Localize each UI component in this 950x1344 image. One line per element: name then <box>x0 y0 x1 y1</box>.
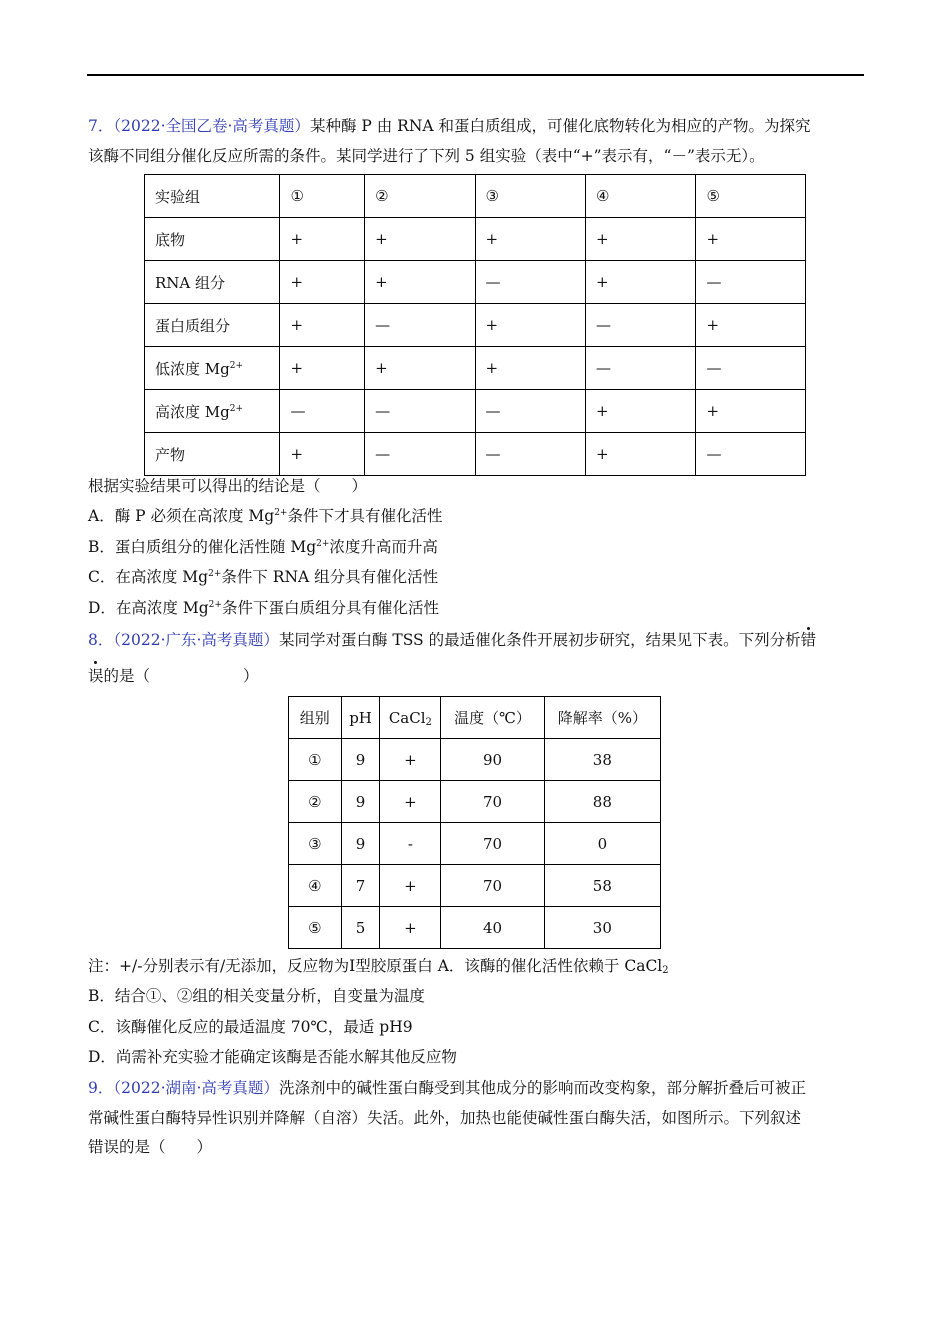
emphasis-char: 误 <box>88 667 104 685</box>
table-header-cell: ③ <box>475 175 585 218</box>
q9-stem-line1 <box>88 1076 806 1098</box>
table-row <box>145 304 806 347</box>
row-label: 产物 <box>145 433 280 476</box>
q9-number: 9． <box>88 1079 114 1097</box>
table-header-cell: pH <box>341 697 380 739</box>
table-cell: — <box>280 390 365 433</box>
option-text: 条件下蛋白质组分具有催化活性 <box>221 599 439 617</box>
table-cell: 9 <box>341 823 380 865</box>
table-cell: + <box>380 865 441 907</box>
row-label-text: 低浓度 Mg <box>155 359 230 378</box>
table-cell: + <box>365 218 475 261</box>
table-cell: 5 <box>341 907 380 949</box>
table-cell: ⑤ <box>289 907 342 949</box>
table-cell: 9 <box>341 781 380 823</box>
table-cell: 70 <box>441 781 544 823</box>
row-label: 底物 <box>145 218 280 261</box>
table-cell: — <box>365 433 475 476</box>
q7-experiment-table <box>144 174 806 476</box>
option-sup: 2+ <box>274 508 288 518</box>
q9-stem-line2: 常碱性蛋白酶特异性识别并降解（自溶）失活。此外，加热也能使碱性蛋白酶失活，如图所示。下列叙述 <box>88 1109 802 1127</box>
row-label: RNA 组分 <box>145 261 280 304</box>
table-cell: 58 <box>544 865 660 907</box>
table-cell: — <box>586 347 696 390</box>
q9-stem-text: 洗涤剂中的碱性蛋白酶受到其他成分的影响而改变构象，部分解折叠后可被正 <box>278 1079 806 1097</box>
emphasis-char: 错 <box>800 631 817 649</box>
table-row <box>145 390 806 433</box>
table-row <box>145 261 806 304</box>
table-cell: — <box>475 433 585 476</box>
option-sup: 2+ <box>208 600 222 610</box>
q8-option-b: B．结合①、②组的相关变量分析，自变量为温度 <box>88 987 425 1005</box>
option-text: D．在高浓度 Mg <box>88 599 209 617</box>
table-cell: + <box>280 304 365 347</box>
table-cell: + <box>696 390 806 433</box>
q8-source: （2022·广东·高考真题） <box>113 631 279 649</box>
table-header-cell: 实验组 <box>145 175 280 218</box>
q7-option-b <box>88 535 438 557</box>
table-row <box>289 865 661 907</box>
row-label <box>145 390 280 433</box>
row-label-text: 高浓度 Mg <box>155 402 230 421</box>
q8-note <box>88 954 669 976</box>
table-cell: + <box>586 218 696 261</box>
table-row <box>289 823 661 865</box>
table-header-row <box>289 697 661 739</box>
note-sub: 2 <box>662 965 669 976</box>
table-row <box>145 347 806 390</box>
table-cell: + <box>696 218 806 261</box>
cacl-sub: 2 <box>425 716 432 728</box>
table-cell: — <box>696 347 806 390</box>
table-cell: + <box>365 347 475 390</box>
table-cell: + <box>280 347 365 390</box>
q7-stem-line1 <box>88 114 811 136</box>
table-cell: + <box>475 304 585 347</box>
table-header-cell: 组别 <box>289 697 342 739</box>
q7-question: 根据实验结果可以得出的结论是（ ） <box>88 477 368 495</box>
table-cell: ② <box>289 781 342 823</box>
table-cell: ④ <box>289 865 342 907</box>
row-label-sup: 2+ <box>229 403 244 414</box>
q8-results-table <box>288 696 661 949</box>
table-cell: 7 <box>341 865 380 907</box>
option-text: 条件下才具有催化活性 <box>287 507 443 525</box>
table-header-row <box>145 175 806 218</box>
q7-option-d <box>88 596 439 618</box>
table-header-cell: ① <box>280 175 365 218</box>
q8-stem-line1 <box>88 628 816 650</box>
table-cell: + <box>380 781 441 823</box>
q9-source: （2022·湖南·高考真题） <box>113 1079 279 1097</box>
table-cell: + <box>586 261 696 304</box>
table-cell: — <box>475 390 585 433</box>
cacl-text: CaCl <box>388 708 426 727</box>
q8-stem-text: 某同学对蛋白酶 TSS 的最适催化条件开展初步研究，结果见下表。下列分析 <box>278 631 801 649</box>
table-cell: + <box>475 218 585 261</box>
q7-stem-text: 某种酶 P 由 RNA 和蛋白质组成，可催化底物转化为相应的产物。为探究 <box>309 117 811 135</box>
table-header-cell: ⑤ <box>696 175 806 218</box>
table-cell: — <box>586 304 696 347</box>
table-cell: + <box>280 261 365 304</box>
table-cell: + <box>475 347 585 390</box>
table-cell: 88 <box>544 781 660 823</box>
row-label: 蛋白质组分 <box>145 304 280 347</box>
table-cell: ① <box>289 739 342 781</box>
table-row <box>145 433 806 476</box>
header-rule <box>87 74 864 76</box>
table-cell: — <box>365 304 475 347</box>
option-text: C．在高浓度 Mg <box>88 568 209 586</box>
table-cell: — <box>696 433 806 476</box>
q9-stem-line3: 错误的是（ ） <box>88 1138 213 1156</box>
table-header-cell <box>380 697 441 739</box>
q8-stem-end: 的是（ ） <box>103 667 259 685</box>
table-cell: 9 <box>341 739 380 781</box>
table-cell: + <box>280 218 365 261</box>
table-header-cell: 温度（℃） <box>441 697 544 739</box>
option-text: 条件下 RNA 组分具有催化活性 <box>221 568 439 586</box>
q7-option-c <box>88 565 438 587</box>
option-sup: 2+ <box>208 569 222 579</box>
note-text: 注：+/-分别表示有/无添加，反应物为Ⅰ型胶原蛋白 A．该酶的催化活性依赖于 CaCl <box>88 957 663 975</box>
table-row <box>145 218 806 261</box>
table-cell: 70 <box>441 823 544 865</box>
table-row <box>289 781 661 823</box>
table-cell: — <box>365 390 475 433</box>
option-text: B．蛋白质组分的催化活性随 Mg <box>88 538 317 556</box>
row-label-sup: 2+ <box>229 360 244 371</box>
table-cell: — <box>475 261 585 304</box>
table-row <box>289 739 661 781</box>
q8-option-c: C．该酶催化反应的最适温度 70℃，最适 pH9 <box>88 1018 413 1036</box>
q7-number: 7． <box>88 117 114 135</box>
table-cell: + <box>696 304 806 347</box>
table-cell: 90 <box>441 739 544 781</box>
table-cell: — <box>696 261 806 304</box>
table-cell: + <box>380 739 441 781</box>
q8-number: 8． <box>88 631 114 649</box>
table-cell: 70 <box>441 865 544 907</box>
table-cell: 38 <box>544 739 660 781</box>
table-cell: + <box>380 907 441 949</box>
q7-stem-line2: 该酶不同组分催化反应所需的条件。某同学进行了下列 5 组实验（表中“+”表示有，“－”表示无）。 <box>88 147 765 165</box>
table-cell: 40 <box>441 907 544 949</box>
option-text: 浓度升高而升高 <box>329 538 438 556</box>
option-text: A．酶 P 必须在高浓度 Mg <box>88 507 275 525</box>
option-sup: 2+ <box>316 539 330 549</box>
table-cell: ③ <box>289 823 342 865</box>
table-cell: + <box>586 433 696 476</box>
q8-stem-line2 <box>88 664 259 686</box>
q8-option-d: D．尚需补充实验才能确定该酶是否能水解其他反应物 <box>88 1048 457 1066</box>
q7-option-a <box>88 504 443 526</box>
table-cell: 0 <box>544 823 660 865</box>
table-header-cell: 降解率（%） <box>544 697 660 739</box>
table-header-cell: ④ <box>586 175 696 218</box>
table-cell: + <box>365 261 475 304</box>
table-header-cell: ② <box>365 175 475 218</box>
table-cell: 30 <box>544 907 660 949</box>
row-label <box>145 347 280 390</box>
table-row <box>289 907 661 949</box>
table-cell: - <box>380 823 441 865</box>
table-cell: + <box>280 433 365 476</box>
table-cell: + <box>586 390 696 433</box>
q7-source: （2022·全国乙卷·高考真题） <box>113 117 310 135</box>
